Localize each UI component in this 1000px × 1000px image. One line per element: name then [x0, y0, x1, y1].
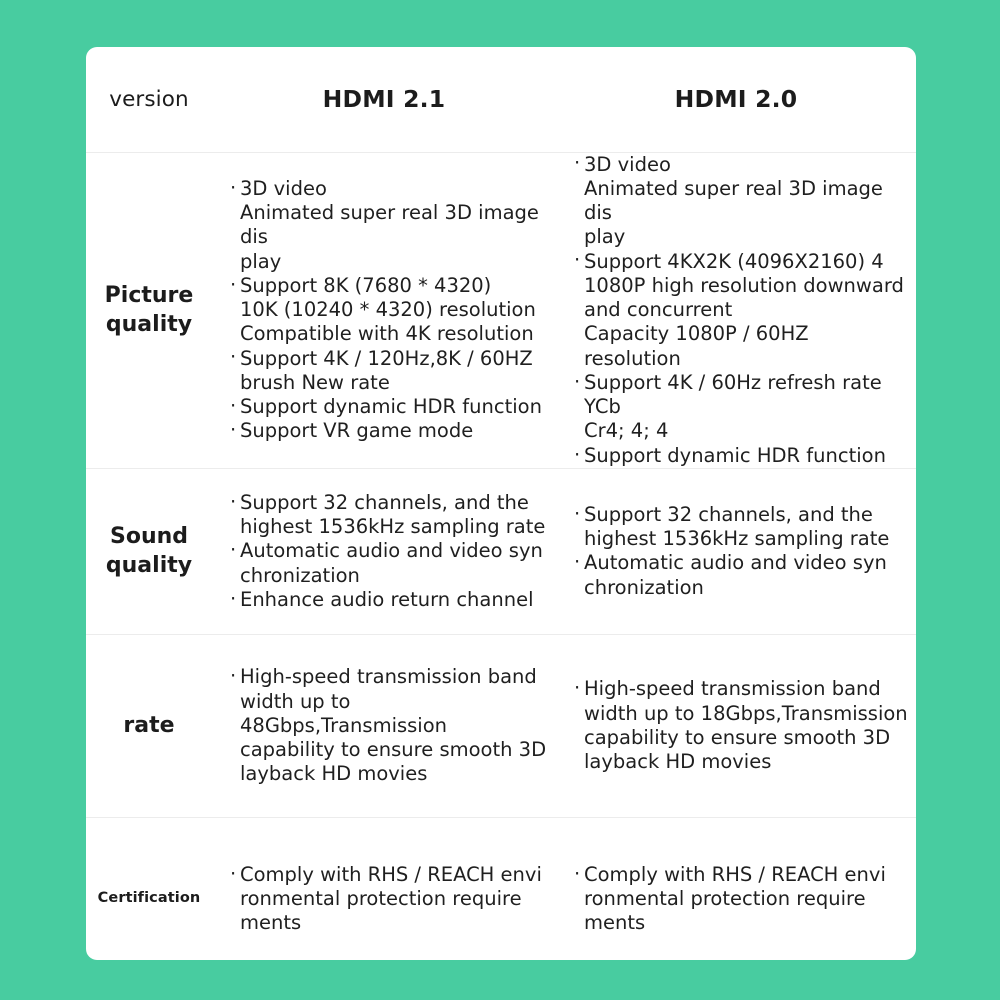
- feature-item: [230, 588, 550, 612]
- feature-item: [574, 677, 910, 774]
- feature-line: brush New rate: [240, 370, 390, 394]
- feature-item: [574, 551, 910, 600]
- comparison-card: [86, 47, 916, 960]
- feature-line: · Support 4K / 120Hz,8K / 60HZ: [240, 346, 533, 370]
- table-header-row: [86, 47, 916, 152]
- feature-line: ments: [240, 911, 302, 935]
- feature-item: [574, 371, 910, 444]
- feature-item: [574, 444, 910, 468]
- table-row: [86, 468, 916, 634]
- feature-line: capability to ensure smooth 3D: [584, 725, 891, 749]
- feature-item: [230, 419, 550, 443]
- table-row: [86, 634, 916, 817]
- feature-item: [230, 863, 550, 936]
- feature-line: · Support 32 channels, and the: [240, 490, 529, 514]
- feature-line: Animated super real 3D image dis: [240, 201, 546, 249]
- table-row: [86, 817, 916, 960]
- feature-line: Capacity 1080P / 60HZ resolution: [584, 322, 815, 370]
- feature-line: chronization: [240, 563, 360, 587]
- feature-list: [230, 177, 550, 444]
- header-version-label: version: [109, 86, 189, 112]
- header-hdmi-20: HDMI 2.0: [674, 85, 798, 114]
- cell-hdmi-20: [556, 634, 916, 817]
- cell-hdmi-21: [212, 817, 556, 960]
- feature-line: highest 1536kHz sampling rate: [584, 527, 890, 551]
- feature-item: [574, 863, 910, 936]
- row-label: Picture quality: [86, 152, 212, 468]
- feature-item: [230, 177, 550, 274]
- feature-line: · Automatic audio and video syn: [584, 551, 887, 575]
- feature-line: Animated super real 3D image dis: [584, 176, 890, 225]
- feature-item: [230, 491, 550, 540]
- feature-line: layback HD movies: [584, 750, 772, 774]
- feature-item: [230, 347, 550, 396]
- feature-list: [230, 491, 550, 612]
- feature-line: Compatible with 4K resolution: [240, 322, 534, 346]
- feature-line: highest 1536kHz sampling rate: [240, 515, 546, 539]
- feature-line: 10K (10240 * 4320) resolution: [240, 298, 536, 322]
- row-label: rate: [86, 634, 212, 817]
- feature-line: · Support dynamic HDR function: [240, 395, 542, 419]
- feature-line: and concurrent: [584, 298, 733, 322]
- feature-line: · 3D video: [584, 152, 671, 176]
- feature-line: · High-speed transmission band: [584, 677, 881, 701]
- cell-hdmi-21: [212, 152, 556, 468]
- feature-line: · Enhance audio return channel: [240, 587, 534, 611]
- feature-line: ronmental protection require: [240, 887, 522, 911]
- feature-line: · Support VR game mode: [240, 419, 474, 443]
- feature-list: [574, 863, 910, 936]
- feature-line: · High-speed transmission band: [240, 665, 537, 689]
- feature-list: [230, 863, 550, 936]
- feature-item: [230, 395, 550, 419]
- feature-item: [230, 539, 550, 588]
- cell-hdmi-20: [556, 817, 916, 960]
- feature-item: [574, 503, 910, 552]
- row-label: Certification: [86, 817, 212, 960]
- feature-line: ronmental protection require: [584, 887, 866, 911]
- row-label: Sound quality: [86, 468, 212, 634]
- feature-item: [574, 250, 910, 371]
- feature-line: · Comply with RHS / REACH envi: [584, 862, 886, 886]
- feature-line: · 3D video: [240, 176, 327, 200]
- feature-line: ments: [584, 911, 646, 935]
- feature-list: [574, 677, 910, 774]
- feature-line: layback HD movies: [240, 762, 428, 786]
- cell-hdmi-20: [556, 468, 916, 634]
- table-row: [86, 152, 916, 468]
- feature-line: · Comply with RHS / REACH envi: [240, 862, 542, 886]
- feature-line: · Automatic audio and video syn: [240, 539, 543, 563]
- feature-line: · Support 4KX2K (4096X2160) 4: [584, 249, 884, 273]
- feature-line: width up to 48Gbps,Transmission: [240, 689, 448, 737]
- feature-line: chronization: [584, 575, 704, 599]
- feature-line: width up to 18Gbps,Transmission: [584, 701, 908, 725]
- feature-list: [230, 665, 550, 786]
- feature-list: [574, 153, 910, 468]
- feature-line: Cr4; 4; 4: [584, 419, 669, 443]
- feature-list: [574, 503, 910, 600]
- feature-line: · Support 32 channels, and the: [584, 502, 873, 526]
- cell-hdmi-21: [212, 468, 556, 634]
- hdmi-comparison-table: [86, 47, 916, 960]
- header-hdmi-21: HDMI 2.1: [322, 85, 446, 114]
- feature-line: · Support 8K (7680 * 4320): [240, 273, 492, 297]
- cell-hdmi-20: [556, 152, 916, 468]
- feature-item: [230, 665, 550, 786]
- feature-line: play: [240, 249, 282, 273]
- feature-line: · Support 4K / 60Hz refresh rate YCb: [584, 370, 888, 419]
- feature-line: · Support dynamic HDR function: [584, 443, 886, 467]
- feature-line: play: [584, 225, 626, 249]
- feature-item: [230, 274, 550, 347]
- feature-line: 1080P high resolution downward: [584, 273, 904, 297]
- feature-line: capability to ensure smooth 3D: [240, 738, 547, 762]
- feature-item: [574, 153, 910, 250]
- cell-hdmi-21: [212, 634, 556, 817]
